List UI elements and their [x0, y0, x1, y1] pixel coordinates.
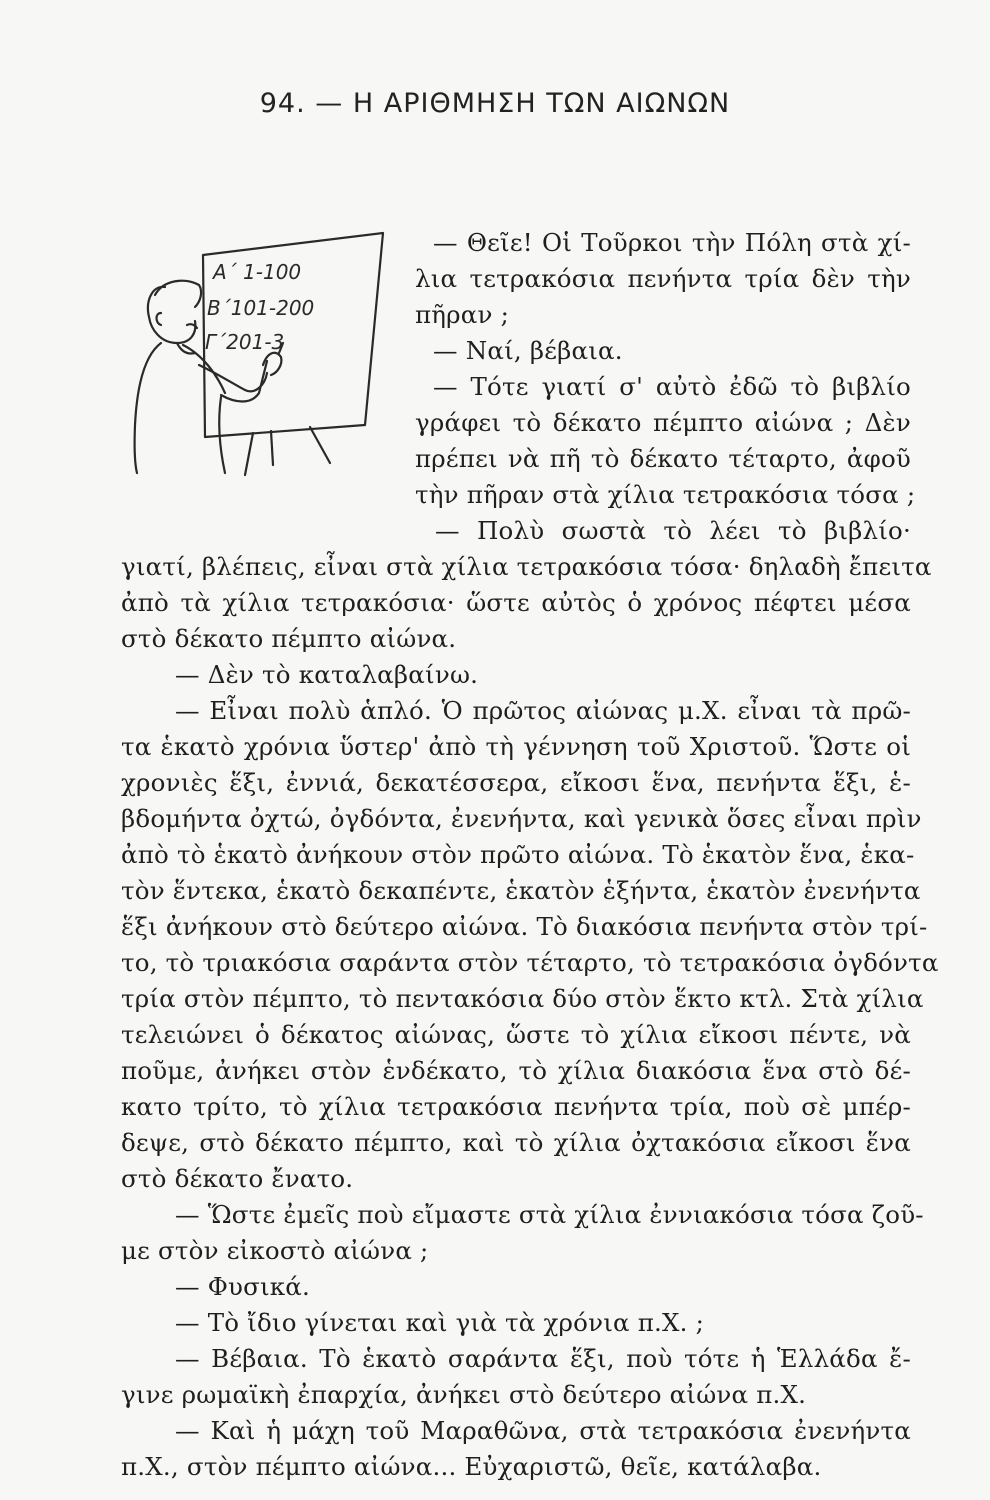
text-line: — Ναί, βέβαια.: [433, 336, 623, 365]
body-outline: [135, 343, 161, 473]
text-line: — Καὶ ἡ μάχη τοῦ Μαραθῶνα, στὰ τετρακόσια ἐνενήντα: [175, 1416, 911, 1445]
text-line: κατο τρίτο, τὸ χίλια τετρακόσια πενήντα τρία, ποὺ σὲ μπέρ-: [121, 1092, 911, 1121]
text-line: τα ἑκατὸ χρόνια ὕστερ' ἀπὸ τὴ γέννηση τοῦ Χριστοῦ. Ὥστε οἱ: [121, 732, 911, 761]
text-line: γράφει τὸ δέκατο πέμπτο αἰώνα ; Δὲν: [415, 408, 911, 437]
easel-leg-right: [310, 427, 330, 463]
text-line: γιατί, βλέπεις, εἶναι στὰ χίλια τετρακόσια τόσα· δηλαδὴ ἔπειτα: [121, 552, 932, 581]
text-line: τελειώνει ὁ δέκατος αἰώνας, ὥστε τὸ χίλια εἴκοσι πέντε, νὰ: [121, 1020, 911, 1049]
text-line: ἕξι ἀνήκουν στὸ δεύτερο αἰώνα. Τὸ διακόσια πενήντα στὸν τρί-: [121, 912, 928, 941]
text-line: — Δὲν τὸ καταλαβαίνω.: [175, 660, 479, 689]
text-line: λια τετρακόσια πενήντα τρία δὲν τὴν: [415, 264, 911, 293]
text-line: γινε ρωμαϊκὴ ἐπαρχία, ἀνήκει στὸ δεύτερο αἰώνα π.Χ.: [121, 1380, 807, 1409]
text-line: στὸ δέκατο πέμπτο αἰώνα.: [121, 624, 457, 653]
text-line: δεψε, στὸ δέκατο πέμπτο, καὶ τὸ χίλια ὀχτακόσια εἴκοσι ἕνα: [121, 1128, 911, 1157]
text-line: — Θεῖε! Οἱ Τοῦρκοι τὴν Πόλη στὰ χί-: [433, 228, 911, 257]
text-line: τὴν πῆραν στὰ χίλια τετρακόσια τόσα ;: [415, 480, 916, 509]
text-line: τρία στὸν πέμπτο, τὸ πεντακόσια δύο στὸν ἕκτο κτλ. Στὰ χίλια: [121, 984, 924, 1013]
text-line: τὸν ἕντεκα, ἑκατὸ δεκαπέντε, ἑκατὸν ἑξήντα, ἑκατὸν ἐνενήντα: [121, 876, 921, 905]
text-line: στὸ δέκατο ἔνατο.: [121, 1164, 354, 1193]
page-title: 94. — Η ΑΡΙΘΜΗΣΗ ΤΩΝ ΑΙΩΝΩΝ: [259, 88, 731, 119]
text-line: — Πολὺ σωστὰ τὸ λέει τὸ βιβλίο·: [435, 516, 911, 545]
text-line: π.Χ., στὸν πέμπτο αἰώνα... Εὐχαριστῶ, θεῖε, κατάλαβα.: [121, 1452, 822, 1481]
text-line: — Βέβαια. Τὸ ἑκατὸ σαράντα ἕξι, ποὺ τότε ἡ Ἑλλάδα ἔ-: [175, 1344, 911, 1373]
text-line: με στὸν εἰκοστὸ αἰώνα ;: [121, 1236, 429, 1265]
text-line: — Εἶναι πολὺ ἁπλό. Ὁ πρῶτος αἰώνας μ.Χ. εἶναι τὰ πρῶ-: [175, 696, 911, 725]
board-line-3: Γ΄201-3: [205, 330, 285, 354]
text-line: πῆραν ;: [415, 300, 510, 329]
text-line: — Ὥστε ἐμεῖς ποὺ εἴμαστε στὰ χίλια ἐννιακόσια τόσα ζοῦ-: [175, 1200, 924, 1229]
easel-leg-left: [245, 433, 253, 475]
collar: [177, 343, 195, 354]
easel-leg-middle: [271, 431, 273, 465]
text-line: ἀπὸ τὸ ἑκατὸ ἀνήκουν στὸν πρῶτο αἰώνα. Τὸ ἑκατὸν ἕνα, ἑκα-: [121, 840, 915, 869]
text-line: πρέπει νὰ πῆ τὸ δέκατο τέταρτο, ἀφοῦ: [415, 444, 911, 473]
text-line: ἀπὸ τὰ χίλια τετρακόσια· ὥστε αὐτὸς ὁ χρόνος πέφτει μέσα: [121, 588, 911, 617]
text-line: — Τὸ ἴδιο γίνεται καὶ γιὰ τὰ χρόνια π.Χ. ;: [175, 1308, 705, 1337]
hair-outline: [155, 281, 201, 307]
text-line: χρονιὲς ἕξι, ἐννιά, δεκατέσσερα, εἴκοσι ἕνα, πενήντα ἕξι, ἑ-: [121, 768, 911, 797]
text-line: το, τὸ τριακόσια σαράντα στὸν τέταρτο, τὸ τετρακόσια ὀγδόντα: [121, 948, 939, 977]
board-line-2: Β΄101-200: [207, 296, 315, 320]
arm-upper: [199, 365, 267, 391]
ear: [157, 313, 162, 325]
board-line-1: Α΄ 1-100: [213, 260, 302, 284]
text-line: — Φυσικά.: [175, 1272, 311, 1301]
text-line: βδομήντα ὀχτώ, ὀγδόντα, ἐνενήντα, καὶ γενικὰ ὅσες εἶναι πρὶν: [121, 804, 922, 833]
man-at-easel-illustration: [125, 225, 405, 500]
text-line: — Τότε γιατί σ' αὐτὸ ἐδῶ τὸ βιβλίο: [433, 372, 911, 401]
text-line: ποῦμε, ἀνήκει στὸν ἑνδέκατο, τὸ χίλια διακόσια ἕνα στὸ δέ-: [121, 1056, 911, 1085]
